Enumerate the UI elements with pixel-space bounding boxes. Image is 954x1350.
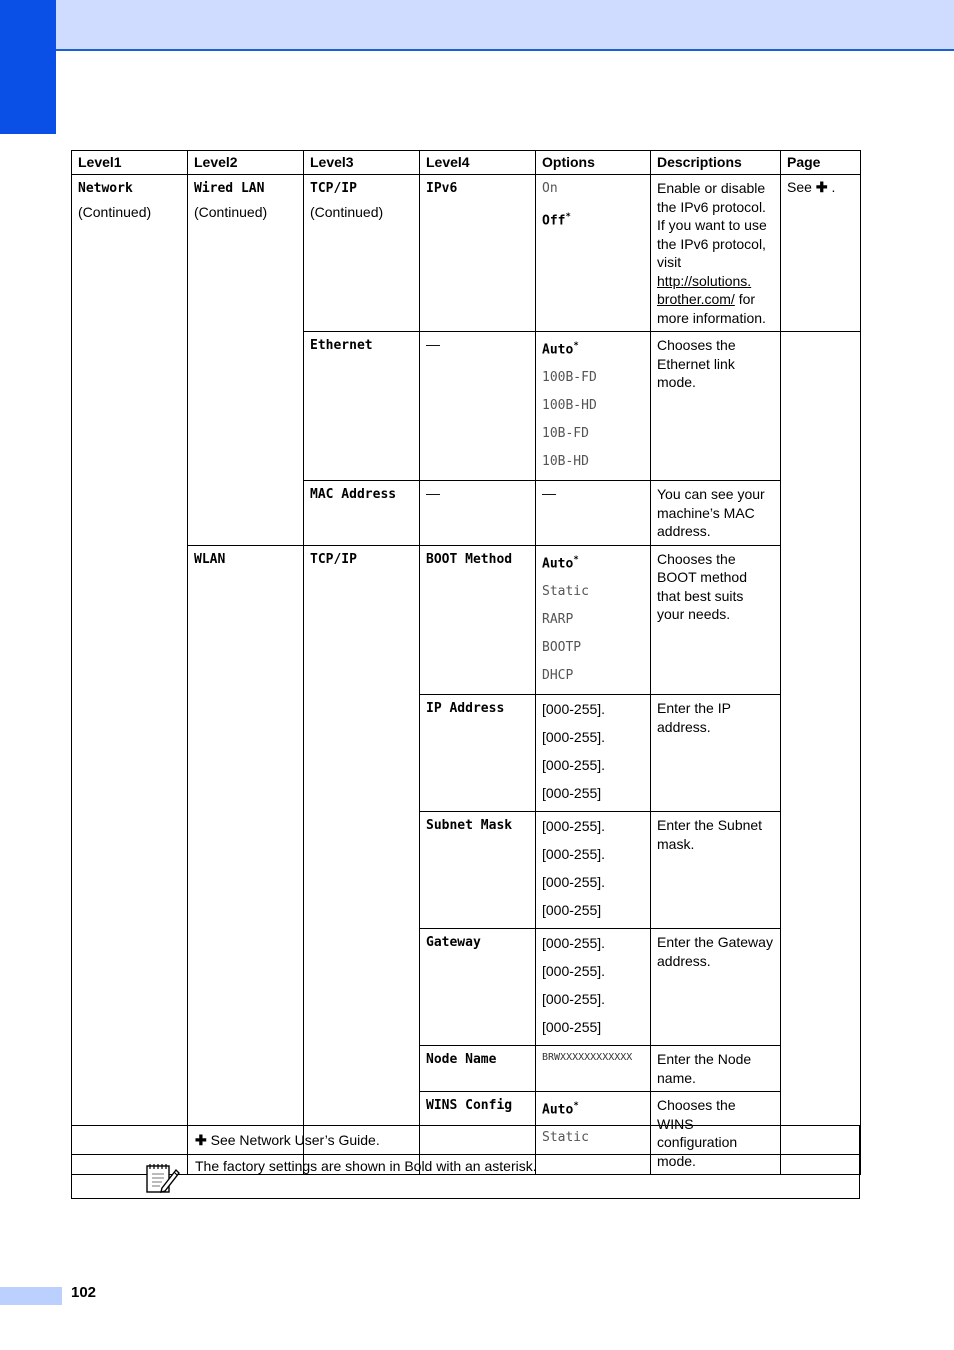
option-default bbox=[542, 546, 644, 578]
column-header: Level2 bbox=[188, 151, 304, 175]
level4-label: — bbox=[426, 485, 440, 502]
option-value: 10B-HD bbox=[542, 454, 589, 470]
description-cell bbox=[651, 332, 781, 481]
network-guide-icon: ✚ bbox=[815, 179, 828, 195]
option-value: [000-255] bbox=[542, 1019, 602, 1036]
option-value: 100B-FD bbox=[542, 370, 597, 386]
description-text: Enter the Node name. bbox=[657, 1051, 752, 1086]
level3-label: MAC Address bbox=[310, 487, 397, 503]
level3-label: TCP/IP bbox=[310, 551, 357, 567]
description-cell bbox=[651, 481, 781, 546]
description-text: Enter the Subnet mask. bbox=[657, 817, 763, 852]
header-band bbox=[0, 0, 954, 51]
level4-label: Node Name bbox=[426, 1052, 497, 1068]
options-cell bbox=[536, 812, 651, 929]
solutions-link[interactable]: http://solutions. brother.com/ bbox=[657, 272, 752, 307]
option-value: BOOTP bbox=[542, 640, 582, 656]
table-header-row bbox=[72, 151, 861, 175]
level4-label: IP Address bbox=[426, 701, 505, 717]
see-dot: . bbox=[831, 179, 836, 195]
description-cell bbox=[651, 812, 781, 929]
level3-cell bbox=[304, 545, 420, 1174]
description-text: Enter the Gateway address. bbox=[657, 934, 773, 969]
continued-label: (Continued) bbox=[310, 204, 384, 220]
level4-label: Gateway bbox=[426, 935, 481, 951]
option-value: [000-255]. bbox=[542, 818, 606, 835]
option-value: [000-255]. bbox=[542, 701, 606, 718]
option-value: [000-255] bbox=[542, 785, 602, 802]
option-value: [000-255] bbox=[542, 902, 602, 919]
level4-cell bbox=[420, 929, 536, 1046]
level4-label: IPv6 bbox=[426, 181, 458, 196]
level4-cell bbox=[420, 812, 536, 929]
settings-table bbox=[71, 150, 861, 1175]
description-cell bbox=[651, 545, 781, 694]
level3-cell bbox=[304, 175, 420, 332]
level1-cell bbox=[72, 175, 188, 1175]
option-value: — bbox=[542, 485, 556, 502]
page-cell bbox=[781, 332, 861, 1175]
chapter-tab bbox=[0, 0, 56, 134]
asterisk: * bbox=[573, 341, 579, 351]
network-guide-icon: ✚ bbox=[195, 1132, 207, 1148]
asterisk: * bbox=[573, 554, 579, 565]
level4-cell bbox=[420, 481, 536, 546]
option-value: 10B-FD bbox=[542, 426, 589, 442]
level3-label: TCP/IP bbox=[310, 181, 357, 196]
options-cell bbox=[536, 929, 651, 1046]
option-value: BRWXXXXXXXXXXXX bbox=[542, 1052, 633, 1064]
description-text: Chooses the BOOT method that best suits your needs. bbox=[657, 550, 748, 623]
description-text: for more information. bbox=[657, 291, 766, 326]
level4-label: BOOT Method bbox=[426, 551, 513, 567]
description-cell bbox=[651, 929, 781, 1046]
options-cell bbox=[536, 481, 651, 546]
asterisk: * bbox=[565, 212, 571, 222]
option-value: [000-255]. bbox=[542, 963, 606, 980]
options-cell bbox=[536, 695, 651, 812]
page-cell bbox=[781, 175, 861, 332]
level2-label: WLAN bbox=[194, 551, 226, 567]
see-label: See bbox=[787, 179, 812, 195]
description-text: You can see your machine’s MAC address. bbox=[657, 486, 765, 540]
column-header: Level1 bbox=[72, 151, 188, 175]
level4-cell bbox=[420, 175, 536, 332]
option-value: [000-255]. bbox=[542, 757, 606, 774]
level2-cell bbox=[188, 175, 304, 546]
continued-label: (Continued) bbox=[194, 204, 268, 220]
description-text: Chooses the Ethernet link mode. bbox=[657, 337, 736, 390]
page-number: 102 bbox=[71, 1284, 97, 1301]
option-default bbox=[542, 203, 644, 235]
description-cell bbox=[651, 1046, 781, 1092]
option-default bbox=[542, 332, 644, 364]
level4-cell bbox=[420, 695, 536, 812]
option-default-label: Auto bbox=[542, 1102, 574, 1118]
description-cell bbox=[651, 175, 781, 332]
options-cell bbox=[536, 332, 651, 481]
level1-label: Network bbox=[78, 181, 133, 196]
level3-cell bbox=[304, 332, 420, 481]
options-cell bbox=[536, 545, 651, 694]
level4-cell bbox=[420, 332, 536, 481]
level4-cell bbox=[420, 1046, 536, 1092]
footnote-factory-settings bbox=[71, 1154, 860, 1199]
description-text: Chooses the WINS configuration mode. bbox=[657, 1097, 738, 1169]
option-value: [000-255]. bbox=[542, 991, 606, 1008]
option-value: Static bbox=[542, 1130, 589, 1146]
level3-cell bbox=[304, 481, 420, 546]
page-number-bar bbox=[0, 1287, 62, 1305]
option-value: On bbox=[542, 181, 558, 196]
footnote-text-wrap bbox=[195, 1132, 380, 1149]
option-default-label: Auto bbox=[542, 556, 574, 572]
option-value: [000-255]. bbox=[542, 935, 606, 952]
level4-label: Subnet Mask bbox=[426, 818, 513, 834]
column-header: Level3 bbox=[304, 151, 420, 175]
level3-label: Ethernet bbox=[310, 338, 373, 353]
description-text: Enter the IP address. bbox=[657, 700, 731, 735]
level4-label: WINS Config bbox=[426, 1098, 513, 1114]
level4-cell bbox=[420, 545, 536, 694]
description-cell bbox=[651, 695, 781, 812]
level2-cell bbox=[188, 545, 304, 1174]
option-default bbox=[542, 1092, 644, 1124]
level2-label: Wired LAN bbox=[194, 181, 265, 196]
footnote-network-guide bbox=[71, 1125, 860, 1155]
option-value: DHCP bbox=[542, 668, 574, 684]
column-header: Level4 bbox=[420, 151, 536, 175]
level4-label: — bbox=[426, 336, 440, 352]
footnote-text: See Network User’s Guide. bbox=[210, 1132, 380, 1148]
column-header: Options bbox=[536, 151, 651, 175]
option-value: RARP bbox=[542, 612, 574, 628]
table-row bbox=[72, 545, 861, 694]
continued-label: (Continued) bbox=[78, 204, 152, 220]
column-header: Page bbox=[781, 151, 861, 175]
table-row bbox=[72, 175, 861, 332]
options-cell bbox=[536, 1046, 651, 1092]
note-pencil-icon bbox=[144, 1160, 180, 1196]
option-value: [000-255]. bbox=[542, 729, 606, 746]
option-default-label: Off bbox=[542, 213, 566, 229]
option-value: [000-255]. bbox=[542, 874, 606, 891]
option-value: [000-255]. bbox=[542, 846, 606, 863]
option-default-label: Auto bbox=[542, 342, 574, 358]
asterisk: * bbox=[573, 1101, 579, 1112]
options-cell bbox=[536, 175, 651, 332]
option-value: 100B-HD bbox=[542, 398, 597, 414]
description-text: Enable or disable the IPv6 protocol. If you want to use the IPv6 protocol, visit bbox=[657, 180, 767, 270]
footnote-text: The factory settings are shown in Bold with an asterisk. bbox=[195, 1158, 537, 1174]
column-header: Descriptions bbox=[651, 151, 781, 175]
option-value: Static bbox=[542, 584, 589, 600]
